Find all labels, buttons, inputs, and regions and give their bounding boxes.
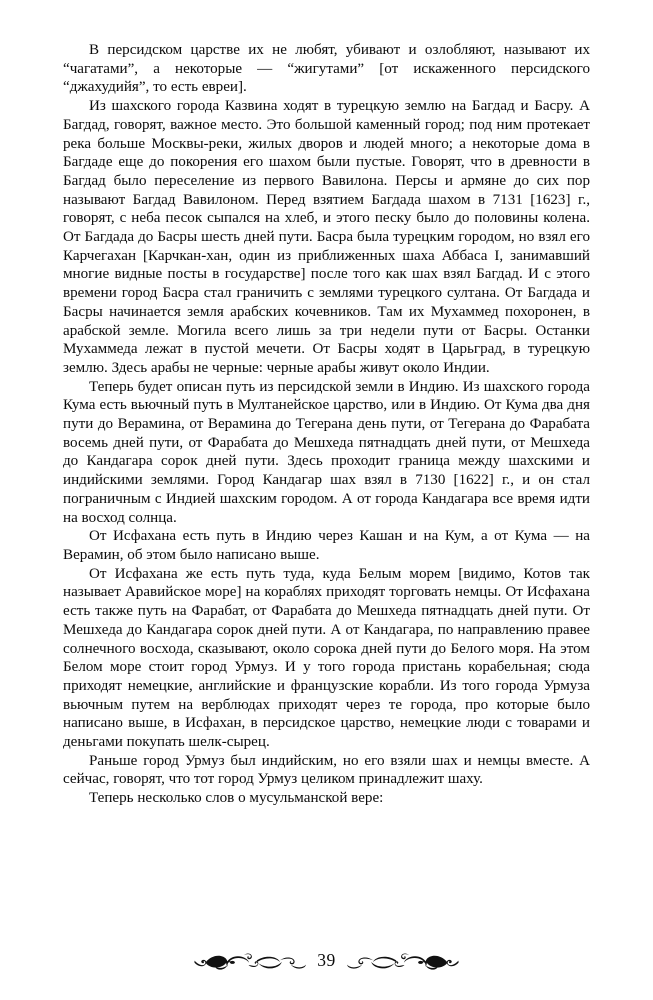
- page-footer: [0, 941, 653, 983]
- paragraph: От Исфахана есть путь в Индию через Кашан и на Кум, а от Кума — на Верамин, об этом было написано выше.: [63, 528, 590, 563]
- paragraph: В персидском царстве их не любят, убивают и озлобляют, называют их “чагатами”, а некоторые — “жигутами” [от искаженного персидского “джахудийя”, то есть евреи].: [63, 42, 590, 96]
- ornament-flourish-right-icon: [345, 947, 461, 977]
- paragraph: От Исфахана же есть путь туда, куда Белым морем [видимо, Котов так называет Аравийское море] на кораблях приходят торговать немцы. От Исфахана есть также путь на Фарабат, от Фарабата до Мешхеда пятнадцать дней пути. От Мешхеда до Кандагара сорок дней пути. А от Кандагара, по направлению правее солнечного восхода, сказывают, около сорока дней пути до Белого моря. На этом Белом море стоит город Урмуз. И у того города пристань корабельная; сюда приходят немецкие, английские и французские корабли. Из того города Урмуза вьючным путем на верблюдах приходят через те города, про которые было написано выше, в Исфахан, в персидское царство, немецкие люди с товарами и деньгами покупать шелк-сырец.: [63, 565, 590, 751]
- paragraph: Теперь будет описан путь из персидской земли в Индию. Из шахского города Кума есть вьючный путь в Мултанейское царство, или в Индию. От Кума два дня пути до Верамина, от Верамина до Тегерана день пути, от Тегерана до Фарабата восемь дней пути, от Фарабата до Мешхеда пятнадцать дней пути, от Мешхеда до Кандагара сорок дней пути. Здесь проходит граница между шахскими и индийскими землями. Город Кандагар шах взял в 7130 [1622] г., и он стал пограничным с Индией шахским городом. А от города Кандагара все время идти на восход солнца.: [63, 378, 590, 526]
- page-text-column: [63, 41, 590, 808]
- ornament-flourish-left-icon: [192, 947, 308, 977]
- paragraph: Теперь несколько слов о мусульманской вере:: [89, 790, 384, 807]
- paragraph: Из шахского города Казвина ходят в турецкую землю на Багдад и Басру. А Багдад, говорят, важное место. Это большой каменный город; под ним протекает река больше Москвы-реки, жилых дворов и людей много; а некоторые дома в Багдаде еще до покорения его шахом были пустые. Говорят, что в древности в Багдад было переселение из первого Вавилона. Персы и армяне до сих пор называют Багдад Вавилоном. Перед взятием Багдада шахом в 7131 [1623] г., говорят, с неба песок сыпался на хлеб, и этого песку было до половины колена. От Багдада до Басры шесть дней пути. Басра была турецким городом, но взял его Карчегахан [Карчкан-хан, один из приближенных шаха Аббаса I, занимавший многие видные посты в государстве] после того как шах взял Багдад. И с этого времени город Басра стал граничить с землями турецкого султана. От Багдада и Басры начинается земля арабских кочевников. Там их Мухаммед похоронен, в арабской земле. Могила всего лишь за три недели пути от Басры. Останки Мухаммеда лежат в пустой мечети. От Басры ходят в Царьград, в турецкую землю. Здесь арабы не черные: черные арабы живут около Индии.: [63, 98, 590, 376]
- paragraph: Раньше город Урмуз был индийским, но его взяли шах и немцы вместе. А сейчас, говорят, что тот город Урмуз целиком принадлежит шаху.: [63, 752, 590, 788]
- page-number: 39: [317, 950, 336, 971]
